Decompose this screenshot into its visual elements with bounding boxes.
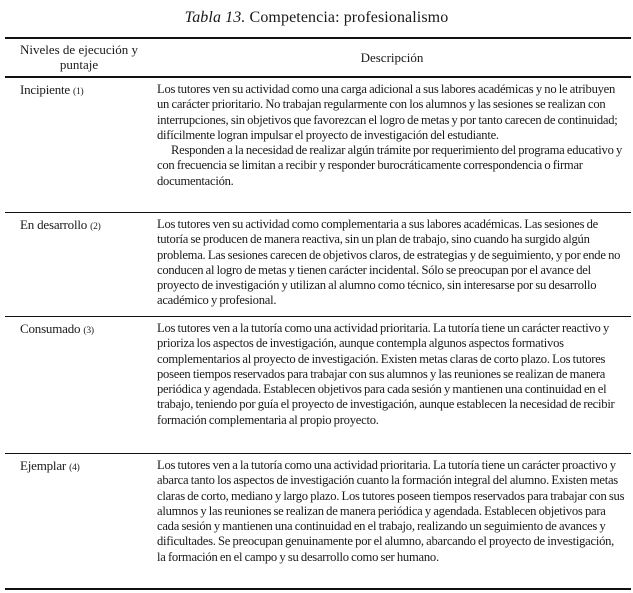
level-score: (3) — [83, 326, 94, 336]
description-paragraph: Los tutores ven a la tutoría como una actividad prioritaria. La tutoría tiene un carácter proactivo y abarca tanto los aspectos de investigación cuanto la formación integral del alumno. Existen metas claras de corto, mediano y largo plazo. Los tutores poseen tiempos reservados para trabajar con sus alumnos y las reuniones se realizan de manera periódica y agendada. Establecen objetivos para cada sesión y mantienen una continuidad en el trabajo, realizando un seguimiento de avances y dificultades. Se preocupan genuinamente por el alumno, abarcando el proyecto de investigación, la formación en el campo y su desarrollo como ser humano. — [157, 458, 625, 564]
description-ejemplar — [157, 458, 625, 565]
bottom-rule — [5, 588, 631, 590]
level-score: (4) — [69, 463, 80, 473]
row-separator — [5, 316, 631, 317]
level-incipiente — [20, 82, 84, 100]
level-name: Incipiente — [20, 82, 70, 97]
header-rule — [5, 76, 631, 78]
row-separator — [5, 453, 631, 454]
table-title-text: Competencia: profesionalismo — [245, 9, 449, 26]
header-description: Descripción — [360, 50, 424, 65]
description-paragraph: Los tutores ven a la tutoría como una actividad prioritaria. La tutoría tiene un carácter reactivo y prioriza los aspectos de investigación, aunque contempla algunos aspectos formativos complementarios al proyecto de investigación. Existen metas claras de corto plazo. Los tutores poseen tiempos reservados para trabajar con sus alumnos y las reuniones se realizan de manera periódica y agendada. Establecen objetivos para cada sesión y mantienen una continuidad en el trabajo, teniendo por guía el proyecto de investigación, aunque establecen la necesidad de recibir formación complementaria al propio proyecto. — [157, 321, 615, 427]
description-consumado — [157, 321, 625, 428]
description-paragraph: Responden a la necesidad de realizar algún trámite por requerimiento del programa educativo y con frecuencia se limitan a recibir y responder burocráticamente correspondencia o firmar documentación. — [157, 143, 623, 188]
top-rule — [5, 37, 631, 39]
table-title-prefix: Tabla 13. — [184, 9, 246, 26]
description-en-desarrollo — [157, 217, 625, 309]
level-ejemplar — [20, 458, 80, 476]
row-separator — [5, 212, 631, 213]
level-name: Consumado — [20, 321, 81, 336]
description-incipiente — [157, 82, 625, 189]
header-levels: Niveles de ejecución y puntaje — [19, 42, 139, 72]
table-title — [0, 8, 633, 28]
level-en-desarrollo — [20, 217, 101, 235]
description-paragraph: Los tutores ven su actividad como complementaria a sus labores académicas. Las sesiones de tutoría se producen de manera reactiva, sin un plan de trabajo, sino cuando ha surgido algún problema. Las sesiones carecen de objetivos claros, de estrategias y de seguimiento, y por ende no conducen al logro de metas y tienen carácter incidental. Sólo se preocupan por el avance del proyecto de investigación y utilizan al alumno como técnico, sin interesarse por su desarrollo académico y profesional. — [157, 217, 621, 308]
level-score: (2) — [90, 222, 101, 232]
level-name: En desarrollo — [20, 217, 88, 232]
level-name: Ejemplar — [20, 458, 67, 473]
description-paragraph: Los tutores ven su actividad como una carga adicional a sus labores académicas y no le atribuyen un carácter prioritario. No trabajan regularmente con los alumnos y las sesiones se realizan con interrupciones, sin objetivos que favorezcan el logro de metas y por tanto carecen de continuidad; difícilmente logran impulsar el proyecto de investigación del estudiante. — [157, 82, 618, 142]
level-score: (1) — [73, 87, 84, 97]
level-consumado — [20, 321, 94, 339]
